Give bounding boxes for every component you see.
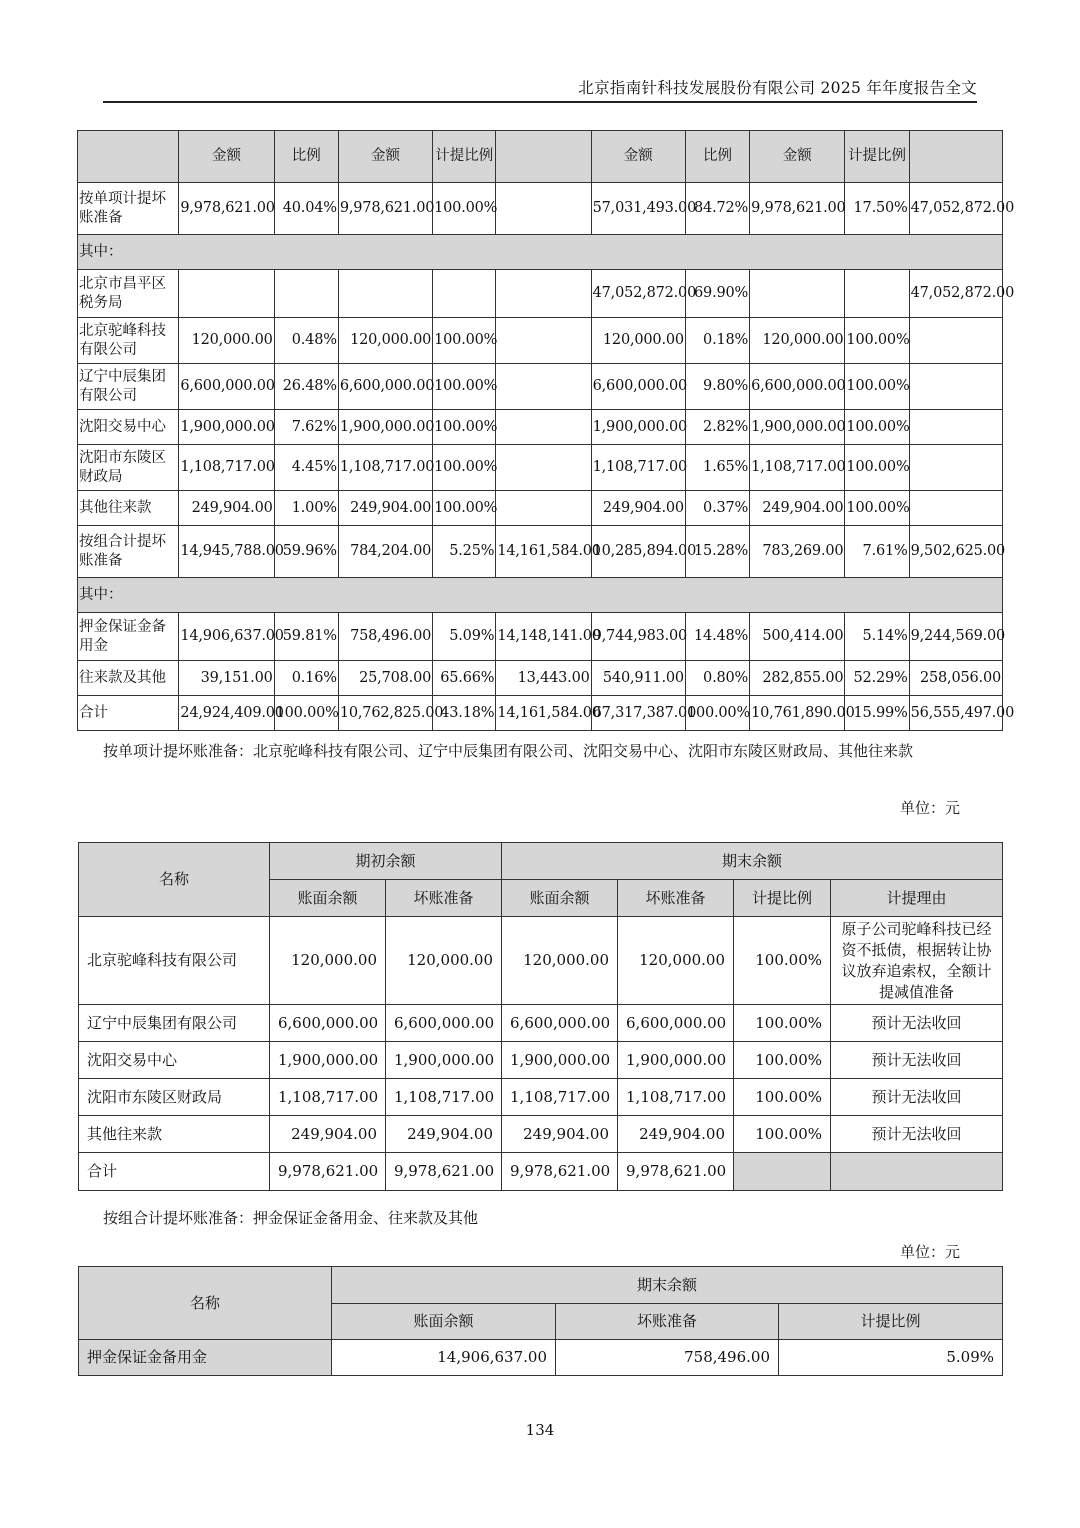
- value-cell: 100.00%: [274, 696, 338, 731]
- value-cell: 100.00%: [845, 445, 909, 491]
- value-cell: 249,904.00: [270, 1116, 386, 1153]
- value-cell: 784,204.00: [338, 526, 432, 578]
- value-cell: 9,978,621.00: [338, 183, 432, 235]
- value-cell: 4.45%: [274, 445, 338, 491]
- table-row: [78, 613, 1003, 661]
- value-cell: 100.00%: [433, 183, 496, 235]
- row-label: 按组合计提坏账准备: [78, 526, 179, 578]
- value-cell: 65.66%: [433, 661, 496, 696]
- value-cell: 9,978,621.00: [386, 1153, 502, 1191]
- bad-debt-category-table: [77, 130, 1015, 731]
- value-cell: 100.00%: [845, 410, 909, 445]
- value-cell: [734, 1153, 831, 1191]
- table-row: [78, 270, 1003, 318]
- value-cell: 100.00%: [433, 364, 496, 410]
- value-cell: [496, 445, 591, 491]
- value-cell: 14,906,637.00: [332, 1340, 556, 1376]
- value-cell: 59.81%: [274, 613, 338, 661]
- value-cell: 14,148,141.00: [496, 613, 591, 661]
- subheader-cell: 坏账准备: [618, 880, 734, 917]
- value-cell: 69.90%: [685, 270, 749, 318]
- unit-label: 单位：元: [899, 1243, 960, 1261]
- value-cell: 120,000.00: [618, 917, 734, 1005]
- value-cell: 120,000.00: [179, 318, 274, 364]
- subheader-cell: 计提理由: [831, 880, 1003, 917]
- table-row: [79, 1042, 1003, 1079]
- value-cell: [496, 318, 591, 364]
- table-header-row: [79, 843, 1003, 880]
- value-cell: [433, 270, 496, 318]
- value-cell: 1,900,000.00: [591, 410, 685, 445]
- row-label: 北京市昌平区税务局: [78, 270, 179, 318]
- table-row: [78, 183, 1003, 235]
- value-cell: 0.16%: [274, 661, 338, 696]
- header-cell: 计提比例: [845, 131, 909, 183]
- value-cell: 6,600,000.00: [179, 364, 274, 410]
- value-cell: 5.25%: [433, 526, 496, 578]
- row-label: 合计: [78, 696, 179, 731]
- value-cell: 1,108,717.00: [750, 445, 845, 491]
- value-cell: 13,443.00: [496, 661, 591, 696]
- table-row: [78, 318, 1003, 364]
- value-cell: 6,600,000.00: [750, 364, 845, 410]
- table-body: [79, 917, 1003, 1191]
- combination-detail-table: [78, 1266, 1003, 1376]
- row-label: 沈阳交易中心: [78, 410, 179, 445]
- row-label: 沈阳市东陵区财政局: [78, 445, 179, 491]
- value-cell: 258,056.00: [909, 661, 1002, 696]
- value-cell: 9,244,569.00: [909, 613, 1002, 661]
- table-row: [78, 661, 1003, 696]
- value-cell: 120,000.00: [591, 318, 685, 364]
- value-cell: 1,900,000.00: [338, 410, 432, 445]
- name-header: 名称: [79, 1267, 332, 1340]
- row-label: 沈阳交易中心: [79, 1042, 270, 1079]
- value-cell: 9,744,983.00: [591, 613, 685, 661]
- value-cell: 47,052,872.00: [909, 183, 1002, 235]
- value-cell: 14,945,788.00: [179, 526, 274, 578]
- value-cell: 249,904.00: [502, 1116, 618, 1153]
- value-cell: 100.00%: [433, 445, 496, 491]
- subheader-cell: 计提比例: [734, 880, 831, 917]
- value-cell: 17.50%: [845, 183, 909, 235]
- value-cell: 56,555,497.00: [909, 696, 1002, 731]
- report-header-title: 北京指南针科技发展股份有限公司 2025 年年度报告全文: [578, 79, 977, 97]
- reason-cell: 预计无法收回: [831, 1005, 1003, 1042]
- value-cell: 24,924,409.00: [179, 696, 274, 731]
- value-cell: 43.18%: [433, 696, 496, 731]
- value-cell: 100.00%: [734, 1042, 831, 1079]
- value-cell: 52.29%: [845, 661, 909, 696]
- group-row: [78, 235, 1003, 270]
- value-cell: 7.62%: [274, 410, 338, 445]
- row-label: 合计: [79, 1153, 270, 1191]
- header-cell: 比例: [685, 131, 749, 183]
- value-cell: 100.00%: [845, 318, 909, 364]
- group-label: 其中：: [78, 578, 1003, 613]
- value-cell: 5.09%: [779, 1340, 1003, 1376]
- value-cell: [496, 410, 591, 445]
- value-cell: 1,108,717.00: [270, 1079, 386, 1116]
- value-cell: 249,904.00: [591, 491, 685, 526]
- value-cell: 758,496.00: [556, 1340, 779, 1376]
- value-cell: 59.96%: [274, 526, 338, 578]
- value-cell: 282,855.00: [750, 661, 845, 696]
- table-row: [78, 445, 1003, 491]
- note-combination: 按组合计提坏账准备：押金保证金备用金、往来款及其他: [103, 1209, 479, 1227]
- table-body: [79, 1340, 1003, 1376]
- value-cell: 100.00%: [734, 917, 831, 1005]
- value-cell: [909, 318, 1002, 364]
- value-cell: 10,285,894.00: [591, 526, 685, 578]
- value-cell: 15.28%: [685, 526, 749, 578]
- value-cell: 120,000.00: [338, 318, 432, 364]
- group-header-end: 期末余额: [502, 843, 1003, 880]
- header-cell: 计提比例: [433, 131, 496, 183]
- value-cell: [496, 491, 591, 526]
- row-label: 往来款及其他: [78, 661, 179, 696]
- value-cell: [831, 1153, 1003, 1191]
- value-cell: 783,269.00: [750, 526, 845, 578]
- value-cell: 0.48%: [274, 318, 338, 364]
- value-cell: 1,108,717.00: [502, 1079, 618, 1116]
- table-header-row: [78, 131, 1003, 183]
- value-cell: [496, 364, 591, 410]
- value-cell: 500,414.00: [750, 613, 845, 661]
- group-header-end: 期末余额: [332, 1267, 1003, 1304]
- value-cell: 39,151.00: [179, 661, 274, 696]
- value-cell: 120,000.00: [386, 917, 502, 1005]
- value-cell: 14,161,584.00: [496, 696, 591, 731]
- value-cell: 1,900,000.00: [179, 410, 274, 445]
- value-cell: 100.00%: [845, 491, 909, 526]
- header-cell: 金额: [591, 131, 685, 183]
- table-row: [79, 1116, 1003, 1153]
- value-cell: 6,600,000.00: [386, 1005, 502, 1042]
- row-label: 北京驼峰科技有限公司: [79, 917, 270, 1005]
- subheader-cell: 账面余额: [502, 880, 618, 917]
- table-row: [79, 1340, 1003, 1376]
- total-row: [79, 1153, 1003, 1191]
- value-cell: [845, 270, 909, 318]
- value-cell: 1.65%: [685, 445, 749, 491]
- header-cell-blank: [78, 131, 179, 183]
- value-cell: 10,762,825.00: [338, 696, 432, 731]
- value-cell: 84.72%: [685, 183, 749, 235]
- value-cell: 9.80%: [685, 364, 749, 410]
- value-cell: 1,108,717.00: [338, 445, 432, 491]
- value-cell: 120,000.00: [502, 917, 618, 1005]
- value-cell: 40.04%: [274, 183, 338, 235]
- row-label: 辽宁中辰集团有限公司: [79, 1005, 270, 1042]
- value-cell: 9,978,621.00: [750, 183, 845, 235]
- table-row: [78, 410, 1003, 445]
- value-cell: 67,317,387.00: [591, 696, 685, 731]
- header-cell: 金额: [750, 131, 845, 183]
- value-cell: [179, 270, 274, 318]
- value-cell: 10,761,890.00: [750, 696, 845, 731]
- table-header-row: [79, 1267, 1003, 1304]
- value-cell: 100.00%: [433, 410, 496, 445]
- value-cell: [274, 270, 338, 318]
- row-label: 押金保证金备用金: [78, 613, 179, 661]
- value-cell: 6,600,000.00: [338, 364, 432, 410]
- table-row: [78, 696, 1003, 731]
- row-label: 其他往来款: [78, 491, 179, 526]
- value-cell: 249,904.00: [750, 491, 845, 526]
- value-cell: 47,052,872.00: [909, 270, 1002, 318]
- table-row: [79, 917, 1003, 1005]
- value-cell: 5.14%: [845, 613, 909, 661]
- header-cell: 金额: [179, 131, 274, 183]
- value-cell: 1,108,717.00: [179, 445, 274, 491]
- value-cell: 1,900,000.00: [618, 1042, 734, 1079]
- value-cell: 120,000.00: [270, 917, 386, 1005]
- value-cell: 1,108,717.00: [618, 1079, 734, 1116]
- group-header-begin: 期初余额: [270, 843, 502, 880]
- value-cell: 9,978,621.00: [502, 1153, 618, 1191]
- table-row: [78, 526, 1003, 578]
- value-cell: 100.00%: [734, 1079, 831, 1116]
- row-label: 其他往来款: [79, 1116, 270, 1153]
- subheader-cell: 坏账准备: [556, 1304, 779, 1340]
- value-cell: 57,031,493.00: [591, 183, 685, 235]
- value-cell: 540,911.00: [591, 661, 685, 696]
- table-row: [79, 1005, 1003, 1042]
- value-cell: 1.00%: [274, 491, 338, 526]
- value-cell: 25,708.00: [338, 661, 432, 696]
- reason-cell: 预计无法收回: [831, 1079, 1003, 1116]
- header-cell: [909, 131, 1002, 183]
- value-cell: 1,900,000.00: [386, 1042, 502, 1079]
- value-cell: 15.99%: [845, 696, 909, 731]
- value-cell: [750, 270, 845, 318]
- row-label: 按单项计提坏账准备: [78, 183, 179, 235]
- row-label: 辽宁中辰集团有限公司: [78, 364, 179, 410]
- value-cell: [496, 183, 591, 235]
- reason-cell: 预计无法收回: [831, 1116, 1003, 1153]
- value-cell: 758,496.00: [338, 613, 432, 661]
- row-label: 押金保证金备用金: [79, 1340, 332, 1376]
- value-cell: 1,108,717.00: [591, 445, 685, 491]
- value-cell: 6,600,000.00: [502, 1005, 618, 1042]
- value-cell: 14,906,637.00: [179, 613, 274, 661]
- value-cell: 6,600,000.00: [591, 364, 685, 410]
- value-cell: 100.00%: [734, 1005, 831, 1042]
- value-cell: 1,900,000.00: [270, 1042, 386, 1079]
- value-cell: 1,108,717.00: [386, 1079, 502, 1116]
- value-cell: 100.00%: [734, 1116, 831, 1153]
- reason-cell: 原子公司驼峰科技已经资不抵债，根据转让协议放弃追索权，全额计提减值准备: [831, 917, 1003, 1005]
- value-cell: 249,904.00: [618, 1116, 734, 1153]
- row-label: 北京驼峰科技有限公司: [78, 318, 179, 364]
- value-cell: [338, 270, 432, 318]
- header-cell: [496, 131, 591, 183]
- value-cell: 0.80%: [685, 661, 749, 696]
- table-row: [78, 491, 1003, 526]
- value-cell: 100.00%: [685, 696, 749, 731]
- name-header: 名称: [79, 843, 270, 917]
- value-cell: [909, 491, 1002, 526]
- value-cell: [909, 364, 1002, 410]
- subheader-cell: 账面余额: [270, 880, 386, 917]
- note-single-item: 按单项计提坏账准备：北京驼峰科技有限公司、辽宁中辰集团有限公司、沈阳交易中心、沈阳市东陵区财政局、其他往来款: [103, 742, 914, 760]
- value-cell: 9,978,621.00: [618, 1153, 734, 1191]
- value-cell: [496, 270, 591, 318]
- value-cell: 9,502,625.00: [909, 526, 1002, 578]
- table-row: [79, 1079, 1003, 1116]
- header-cell: 金额: [338, 131, 432, 183]
- value-cell: 9,978,621.00: [179, 183, 274, 235]
- group-row: [78, 578, 1003, 613]
- value-cell: 7.61%: [845, 526, 909, 578]
- subheader-cell: 计提比例: [779, 1304, 1003, 1340]
- header-divider: [103, 101, 977, 103]
- value-cell: 6,600,000.00: [270, 1005, 386, 1042]
- value-cell: 120,000.00: [750, 318, 845, 364]
- table-body: [78, 183, 1015, 731]
- value-cell: 249,904.00: [338, 491, 432, 526]
- single-item-detail-table: [78, 842, 1003, 1191]
- table-row: [78, 364, 1003, 410]
- value-cell: 1,900,000.00: [750, 410, 845, 445]
- value-cell: 249,904.00: [386, 1116, 502, 1153]
- subheader-cell: 账面余额: [332, 1304, 556, 1340]
- row-label: 沈阳市东陵区财政局: [79, 1079, 270, 1116]
- group-label: 其中：: [78, 235, 1003, 270]
- value-cell: 47,052,872.00: [591, 270, 685, 318]
- value-cell: [909, 410, 1002, 445]
- page-number: 134: [525, 1421, 555, 1439]
- value-cell: 0.37%: [685, 491, 749, 526]
- value-cell: 100.00%: [433, 318, 496, 364]
- value-cell: 100.00%: [845, 364, 909, 410]
- value-cell: 1,900,000.00: [502, 1042, 618, 1079]
- reason-cell: 预计无法收回: [831, 1042, 1003, 1079]
- value-cell: 6,600,000.00: [618, 1005, 734, 1042]
- value-cell: 14.48%: [685, 613, 749, 661]
- unit-label: 单位：元: [899, 799, 960, 817]
- header-cell: 比例: [274, 131, 338, 183]
- subheader-cell: 坏账准备: [386, 880, 502, 917]
- value-cell: 2.82%: [685, 410, 749, 445]
- value-cell: 9,978,621.00: [270, 1153, 386, 1191]
- value-cell: 100.00%: [433, 491, 496, 526]
- value-cell: 26.48%: [274, 364, 338, 410]
- value-cell: 0.18%: [685, 318, 749, 364]
- value-cell: [909, 445, 1002, 491]
- value-cell: 249,904.00: [179, 491, 274, 526]
- value-cell: 5.09%: [433, 613, 496, 661]
- value-cell: 14,161,584.00: [496, 526, 591, 578]
